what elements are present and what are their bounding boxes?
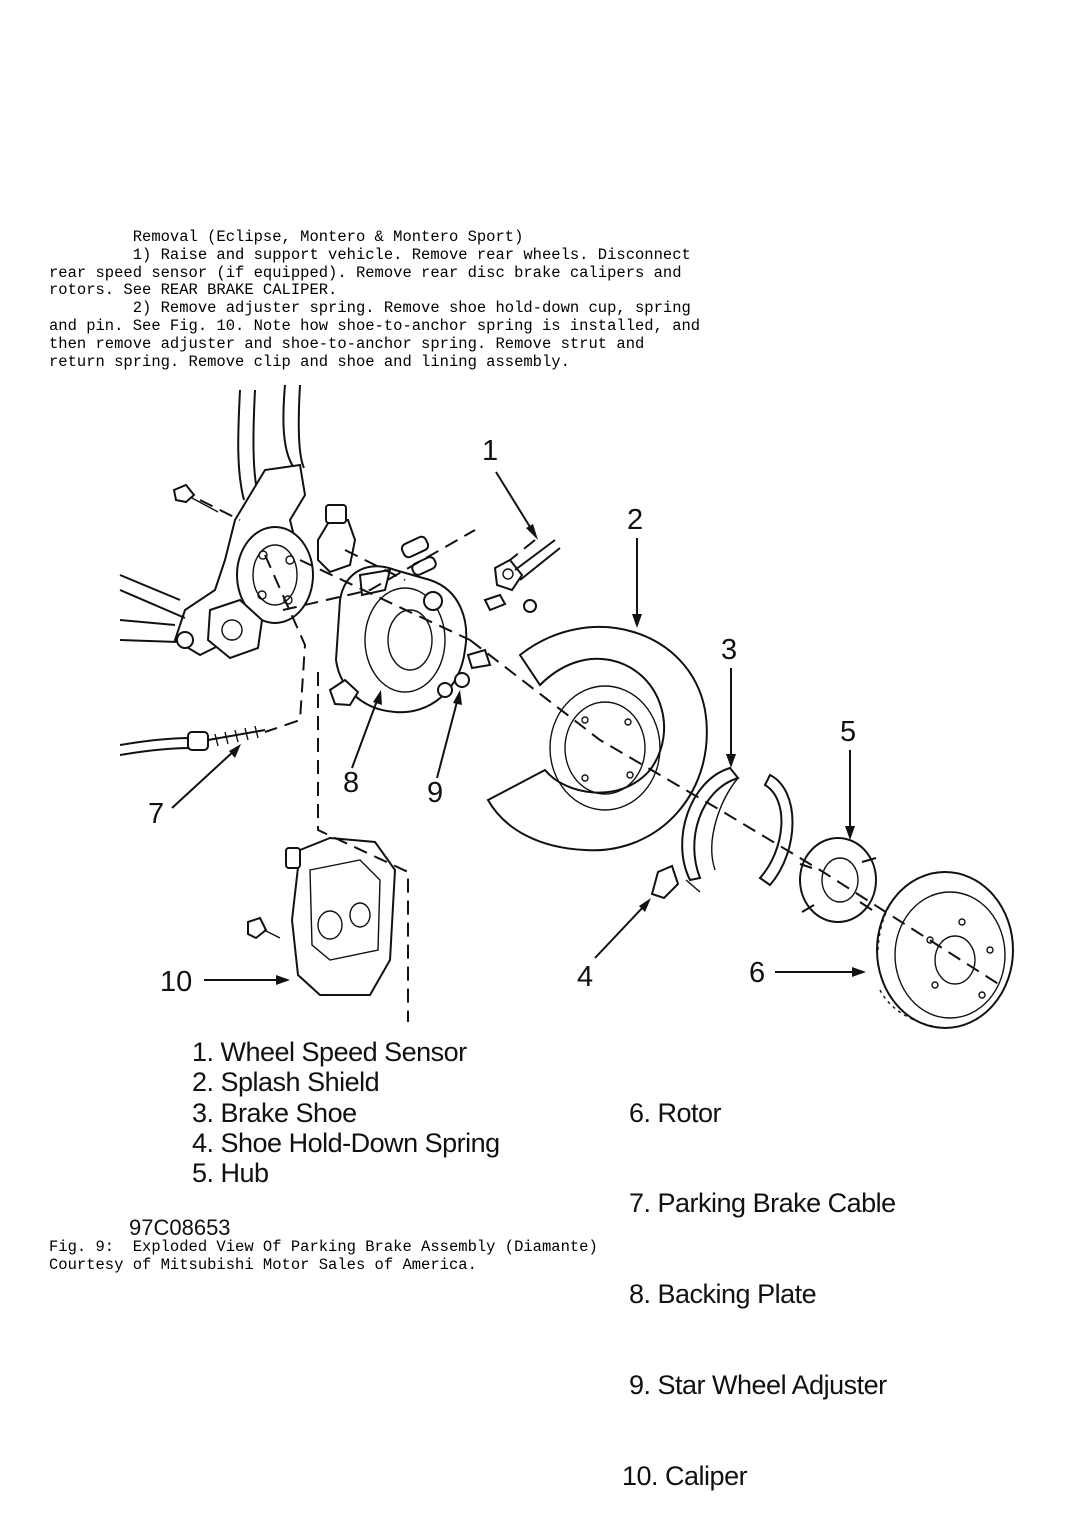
callout-3: 3 <box>721 634 738 666</box>
legend-item: 6. Rotor <box>622 1097 722 1128</box>
intro-line: rear speed sensor (if equipped). Remove rear disc brake calipers and <box>49 263 682 282</box>
legend-item: 9. Star Wheel Adjuster <box>622 1370 887 1401</box>
callout-2: 2 <box>627 504 644 536</box>
callout-7: 7 <box>148 798 165 830</box>
intro-line: 2) Remove adjuster spring. Remove shoe hold-down cup, spring <box>49 299 691 318</box>
intro-line: 1) Raise and support vehicle. Remove rear wheels. Disconnect <box>49 245 691 264</box>
legend-item: 7. Parking Brake Cable <box>622 1188 896 1219</box>
legend-item: 3. Brake Shoe <box>192 1097 357 1128</box>
intro-line: Removal (Eclipse, Montero & Montero Sport) <box>49 228 524 246</box>
legend-item: 2. Splash Shield <box>192 1067 380 1098</box>
rotor-drawing <box>877 872 1013 1028</box>
callout-1: 1 <box>482 435 499 467</box>
callout-10: 10 <box>160 966 193 998</box>
intro-line: rotors. See REAR BRAKE CALIPER. <box>49 281 338 300</box>
intro-line: then remove adjuster and shoe-to-anchor spring. Remove strut and <box>49 334 645 353</box>
legend-item: 1. Wheel Speed Sensor <box>192 1037 467 1067</box>
figure-caption <box>49 1239 598 1275</box>
legend-left <box>192 1037 500 1188</box>
legend-item: 4. Shoe Hold-Down Spring <box>192 1127 500 1158</box>
callout-9: 9 <box>427 777 444 809</box>
knuckle-drawing <box>120 385 355 658</box>
legend-item: 10. Caliper <box>622 1461 748 1492</box>
removal-instructions <box>49 229 700 371</box>
hub-drawing <box>800 838 876 922</box>
intro-line: and pin. See Fig. 10. Note how shoe-to-anchor spring is installed, and <box>49 316 701 335</box>
caption-credit: Courtesy of Mitsubishi Motor Sales of America. <box>49 1255 477 1274</box>
caption-title: Fig. 9: Exploded View Of Parking Brake Assembly (Diamante) <box>49 1238 598 1256</box>
intro-line: return spring. Remove clip and shoe and lining assembly. <box>49 352 570 371</box>
parking-brake-cable-drawing <box>120 726 265 755</box>
callout-5: 5 <box>840 716 857 748</box>
figure-code: 97C08653 <box>129 1215 231 1240</box>
legend-item: 8. Backing Plate <box>622 1279 817 1310</box>
callout-8: 8 <box>343 767 360 799</box>
callout-4: 4 <box>577 961 594 993</box>
caliper-drawing <box>248 838 395 995</box>
legend-right <box>622 1037 896 1522</box>
callout-6: 6 <box>749 957 766 989</box>
legend-item: 5. Hub <box>192 1158 269 1189</box>
